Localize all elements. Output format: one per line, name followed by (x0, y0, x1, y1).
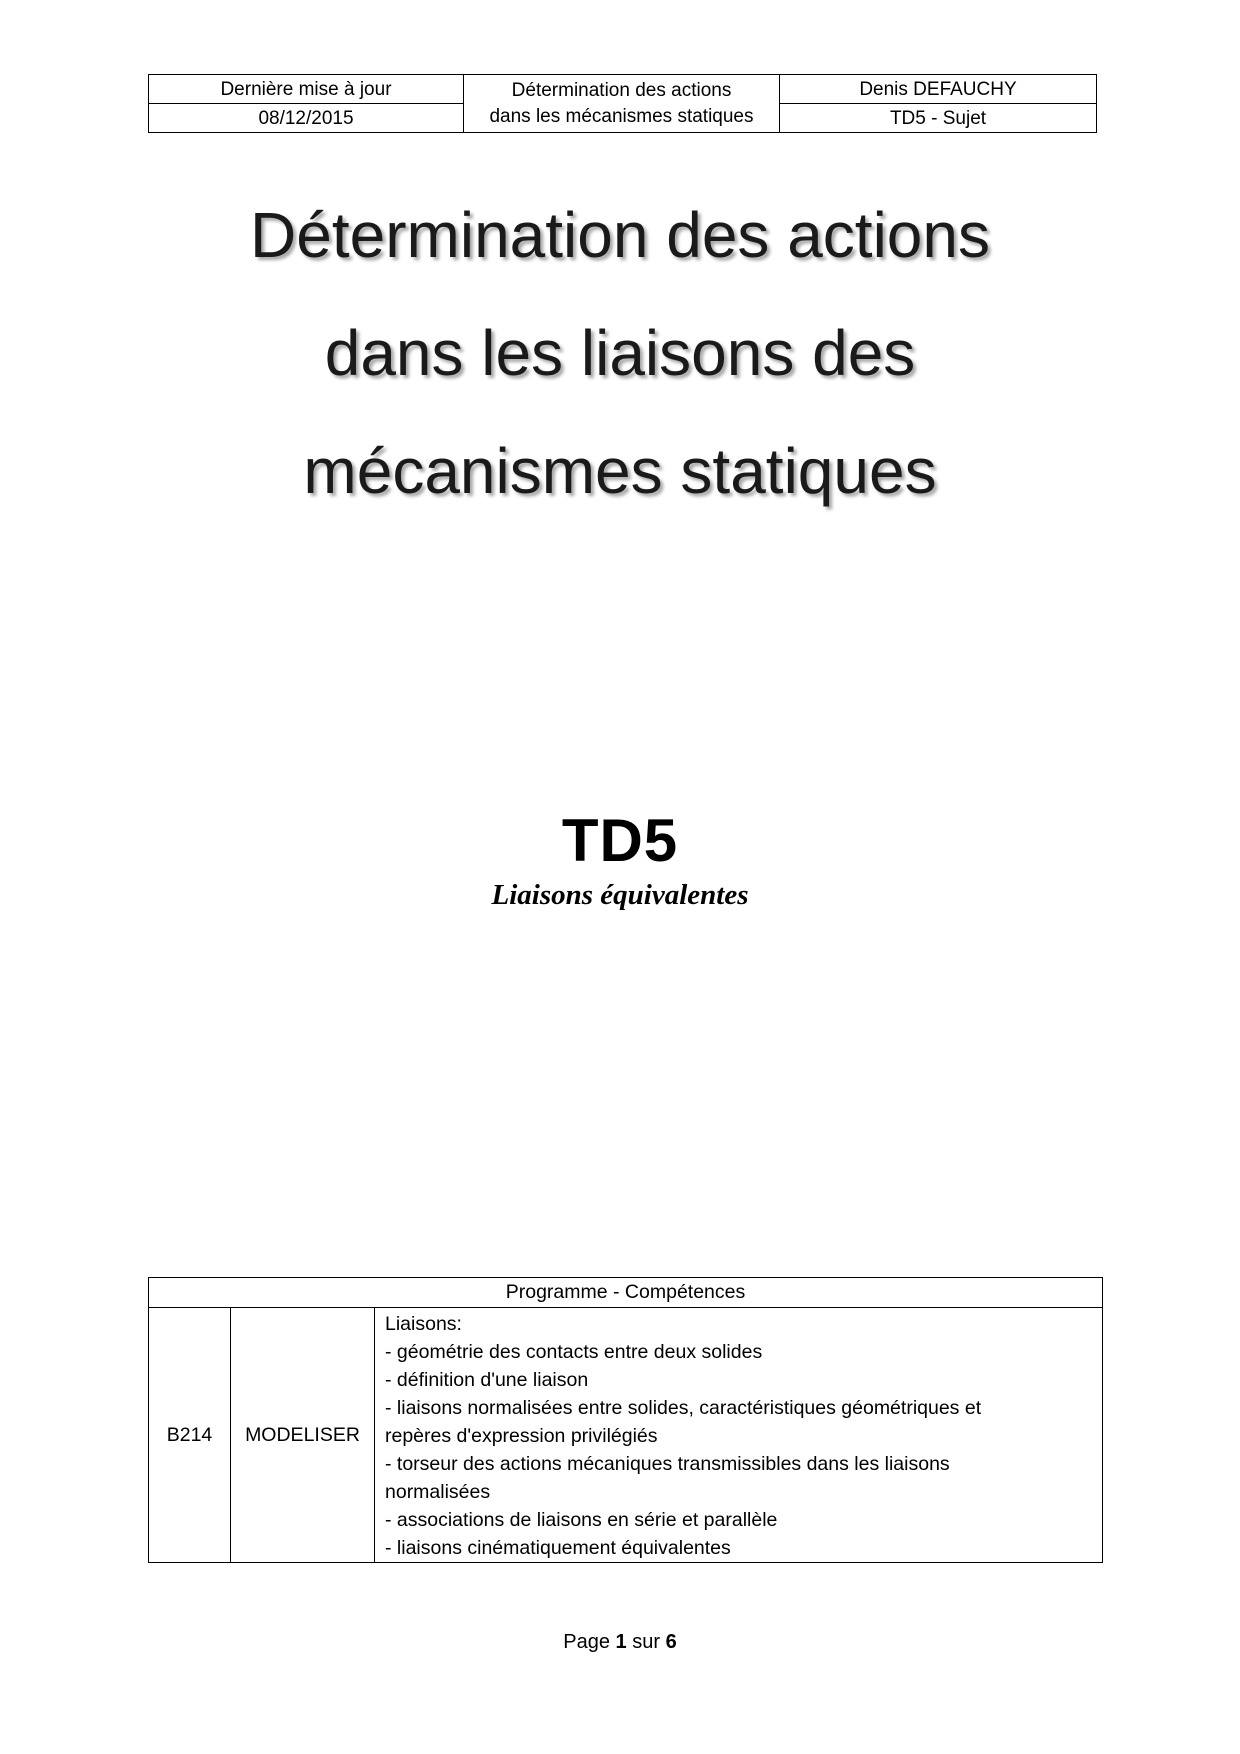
header-document-title (464, 75, 780, 133)
programme-line: - géométrie des contacts entre deux solides (385, 1341, 763, 1363)
main-title-line3: mécanismes statiques (303, 435, 937, 507)
programme-table (148, 1277, 1103, 1563)
header-author: Denis DEFAUCHY (780, 75, 1097, 104)
programme-line: - liaisons cinématiquement équivalentes (385, 1537, 731, 1559)
programme-line: - liaisons normalisées entre solides, caractéristiques géométriques et (385, 1397, 982, 1419)
of-word: sur (632, 1631, 661, 1653)
header-title-line2: dans les mécanismes statiques (489, 105, 754, 127)
header-update-label: Dernière mise à jour (149, 75, 464, 104)
programme-line: normalisées (385, 1481, 491, 1503)
td-label: TD5 (561, 807, 679, 874)
programme-code: B214 (149, 1308, 231, 1563)
programme-line: - torseur des actions mécaniques transmissibles dans les liaisons (385, 1453, 950, 1475)
programme-description (375, 1308, 1103, 1563)
page-footer (0, 1629, 1240, 1655)
page-current: 1 (615, 1631, 627, 1653)
main-title-line1: Détermination des actions (250, 199, 990, 271)
programme-line: repères d'expression privilégiés (385, 1425, 658, 1447)
header-title-line1: Détermination des actions (511, 79, 732, 101)
programme-line: - associations de liaisons en série et parallèle (385, 1509, 778, 1531)
td-subtitle: Liaisons équivalentes (491, 879, 749, 911)
programme-skill: MODELISER (231, 1308, 375, 1563)
header-update-date: 08/12/2015 (149, 104, 464, 133)
programme-line: Liaisons: (385, 1313, 462, 1335)
programme-header: Programme - Compétences (149, 1278, 1103, 1308)
programme-line: - définition d'une liaison (385, 1369, 589, 1391)
page-total: 6 (665, 1631, 677, 1653)
main-title-line2: dans les liaisons des (324, 317, 916, 389)
page-word: Page (563, 1631, 610, 1653)
header-table (148, 74, 1097, 133)
main-title (0, 176, 1240, 530)
header-doc-ref: TD5 - Sujet (780, 104, 1097, 133)
